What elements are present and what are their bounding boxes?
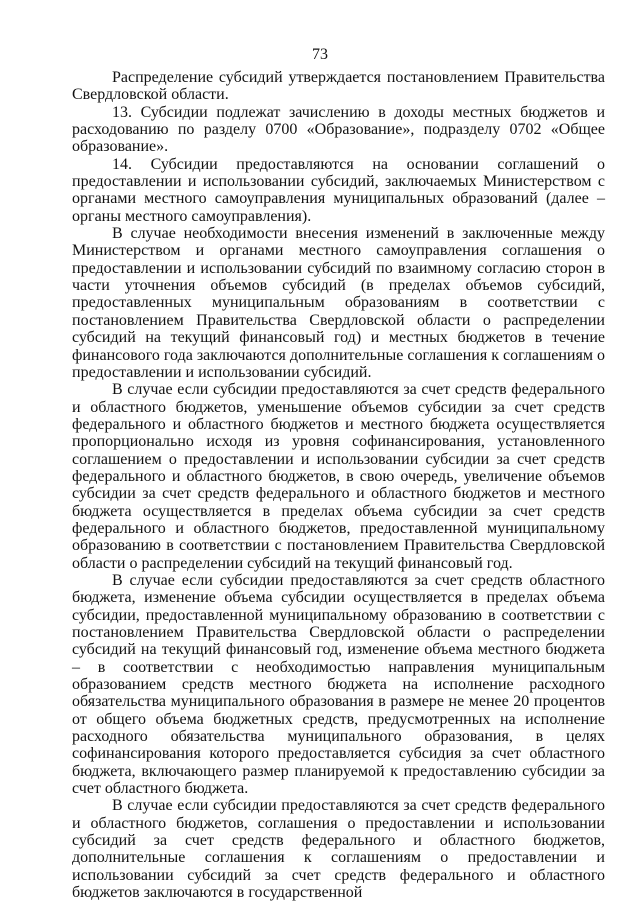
paragraph-federal-regional-funding: В случае если субсидии предоставляются за счет средств федерального и областного бюджетов, уменьшение объемов субсидии за счет средств федерального и областного бюджетов и местного бюджета осуществляется пропорционально исходя из уровня софинансирования, установленного соглашением о предоставлении и использовании субсидии за счет средств федерального и областного бюджетов, в свою очередь, увеличение объемов субсидии за счет средств федерального и областного бюджетов и местного бюджета осуществляется в пределах объема субсидии за счет средств федерального и областного бюджетов, предоставленной муниципальному образованию в соответствии с постановлением Правительства Свердловской области о распределении субсидий на текущий финансовый год.	[72, 381, 605, 572]
paragraph-distribution-approval: Распределение субсидий утверждается постановлением Правительства Свердловской области.	[72, 69, 605, 104]
document-body	[72, 69, 605, 902]
paragraph-regional-funding: В случае если субсидии предоставляются за счет средств областного бюджета, изменение объема субсидии осуществляется в пределах объема субсидии, предоставленной муниципальному образованию в соответствии с постановлением Правительства Свердловской области о распределении субсидий на текущий финансовый год, изменение объема местного бюджета – в соответствии с необходимостью направления муниципальным образованием средств местного бюджета на исполнение расходного обязательства муниципального образования в размере не менее 20 процентов от общего объема бюджетных средств, предусмотренных на исполнение расходного обязательства муниципального образования, в целях софинансирования которого предоставляется субсидия за счет областного бюджета, включающего размер планируемой к предоставлению субсидии за счет областного бюджета.	[72, 571, 605, 798]
paragraph-item-14: 14. Субсидии предоставляются на основании соглашений о предоставлении и использовании субсидий, заключаемых Министерством с органами местного самоуправления муниципальных образований (далее – органы местного самоуправления).	[72, 155, 605, 225]
paragraph-agreement-changes: В случае необходимости внесения изменений в заключенные между Министерством и органами местного самоуправления соглашения о предоставлении и использовании субсидий по взаимному согласию сторон в части уточнения объемов субсидий (в пределах объемов субсидий, предоставленных муниципальным образованиям в соответствии с постановлением Правительства Свердловской области о распределении субсидий на текущий финансовый год) и местных бюджетов в течение финансового года заключаются дополнительные соглашения к соглашениям о предоставлении и использовании субсидий.	[72, 225, 605, 381]
paragraph-item-13: 13. Субсидии подлежат зачислению в доходы местных бюджетов и расходованию по разделу 0700 «Образование», подразделу 0702 «Общее образование».	[72, 103, 605, 156]
paragraph-agreements-conclusion: В случае если субсидии предоставляются за счет средств федерального и областного бюджетов, соглашения о предоставлении и использовании субсидий за счет средств федерального и областного бюджетов, дополнительные соглашения к соглашениям о предоставлении и использовании субсидий за счет средств федерального и областного бюджетов заключаются в государственной	[72, 797, 605, 902]
page-number: 73	[312, 46, 328, 63]
